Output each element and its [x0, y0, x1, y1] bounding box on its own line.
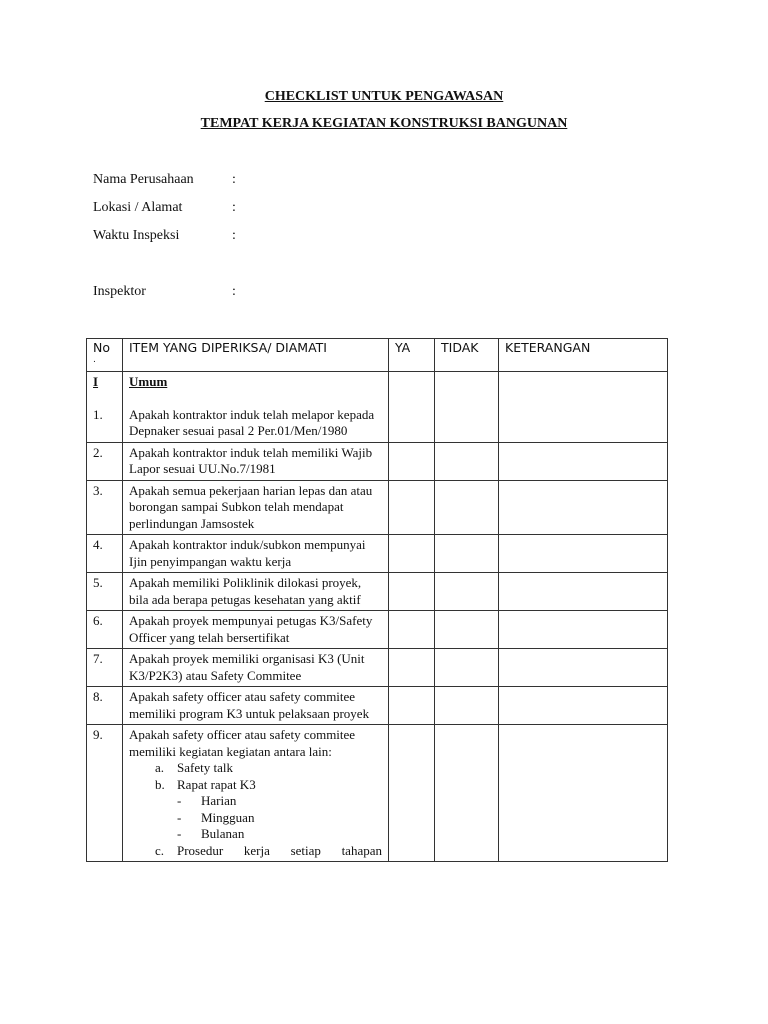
list-item: - Harian: [177, 793, 237, 808]
row-number: 8.: [87, 687, 123, 725]
cell-tidak[interactable]: [435, 535, 499, 573]
field-lokasi-alamat: [93, 200, 236, 216]
row-item: Apakah semua pekerjaan harian lepas dan atau borongan sampai Subkon telah mendapat perlindungan Jamsostek: [123, 480, 389, 535]
row-item: Apakah proyek memiliki organisasi K3 (Unit K3/P2K3) atau Safety Commitee: [123, 649, 389, 687]
section-title: Umum: [129, 374, 168, 389]
list-item: c. Prosedur kerja setiap tahapan: [155, 842, 382, 858]
header-no: No .: [87, 339, 123, 372]
field-separator: :: [232, 200, 236, 215]
cell-tidak[interactable]: [435, 611, 499, 649]
cell-keterangan[interactable]: [499, 372, 668, 443]
row-item: Apakah safety officer atau safety commitee memiliki kegiatan kegiatan antara lain: a. Safety talk b. Rapat rapat K3 - Harian - Mingguan - Bulanan c. Prosedur kerja setiap tahapan: [123, 725, 389, 862]
field-waktu-inspeksi: [93, 228, 236, 244]
cell-ya[interactable]: [389, 535, 435, 573]
cell-keterangan[interactable]: [499, 649, 668, 687]
cell-keterangan[interactable]: [499, 687, 668, 725]
list-item: a. Safety talk: [155, 760, 233, 775]
cell-keterangan[interactable]: [499, 535, 668, 573]
field-separator: :: [232, 284, 236, 299]
field-label: Waktu Inspeksi: [93, 228, 180, 243]
table-row: [87, 535, 668, 573]
field-nama-perusahaan: [93, 172, 236, 188]
cell-keterangan[interactable]: [499, 573, 668, 611]
row-number: 6.: [87, 611, 123, 649]
cell-ya[interactable]: [389, 611, 435, 649]
cell-ya[interactable]: [389, 573, 435, 611]
row-item: Apakah proyek mempunyai petugas K3/Safety Officer yang telah bersertifikat: [123, 611, 389, 649]
cell-tidak[interactable]: [435, 480, 499, 535]
table-row: [87, 372, 668, 443]
list-item: - Mingguan: [177, 809, 255, 825]
cell-ya[interactable]: [389, 372, 435, 443]
cell-ya[interactable]: [389, 480, 435, 535]
header-ya: YA: [389, 339, 435, 372]
row-number: 4.: [87, 535, 123, 573]
cell-ya[interactable]: [389, 725, 435, 862]
cell-tidak[interactable]: [435, 573, 499, 611]
table-row: [87, 480, 668, 535]
header-tidak: TIDAK: [435, 339, 499, 372]
field-label: Lokasi / Alamat: [93, 200, 183, 215]
field-separator: :: [232, 172, 236, 187]
table-row: [87, 573, 668, 611]
cell-ya[interactable]: [389, 442, 435, 480]
cell-tidak[interactable]: [435, 725, 499, 862]
row-item: Apakah kontraktor induk/subkon mempunyai Ijin penyimpangan waktu kerja: [123, 535, 389, 573]
header-keterangan: KETERANGAN: [499, 339, 668, 372]
list-item: - Bulanan: [177, 826, 245, 841]
cell-keterangan[interactable]: [499, 725, 668, 862]
document-title-line1: CHECKLIST UNTUK PENGAWASAN: [264, 89, 504, 104]
cell-ya[interactable]: [389, 687, 435, 725]
cell-tidak[interactable]: [435, 442, 499, 480]
row-number: 3.: [87, 480, 123, 535]
document-title-line2: TEMPAT KERJA KEGIATAN KONSTRUKSI BANGUNAN: [200, 116, 568, 131]
row-number: I 1.: [87, 372, 123, 443]
table-row: [87, 725, 668, 862]
checklist-table: [86, 338, 668, 862]
row-number: 2.: [87, 442, 123, 480]
table-row: [87, 442, 668, 480]
cell-keterangan[interactable]: [499, 480, 668, 535]
row-item: Apakah memiliki Poliklinik dilokasi proyek, bila ada berapa petugas kesehatan yang aktif: [123, 573, 389, 611]
field-inspektor: [93, 284, 236, 300]
cell-ya[interactable]: [389, 649, 435, 687]
cell-tidak[interactable]: [435, 649, 499, 687]
field-label: Inspektor: [93, 284, 146, 299]
cell-keterangan[interactable]: [499, 611, 668, 649]
field-separator: :: [232, 228, 236, 243]
row-item: Umum Apakah kontraktor induk telah melapor kepada Depnaker sesuai pasal 2 Per.01/Men/1980: [123, 372, 389, 443]
cell-keterangan[interactable]: [499, 442, 668, 480]
section-number: I: [93, 374, 99, 389]
row-number: 7.: [87, 649, 123, 687]
list-item: b. Rapat rapat K3: [155, 776, 256, 792]
cell-tidak[interactable]: [435, 687, 499, 725]
row-item: Apakah safety officer atau safety commitee memiliki program K3 untuk pelaksaan proyek: [123, 687, 389, 725]
header-item: ITEM YANG DIPERIKSA/ DIAMATI: [123, 339, 389, 372]
row-number: 5.: [87, 573, 123, 611]
table-row: [87, 611, 668, 649]
table-row: [87, 687, 668, 725]
row-number: 9.: [87, 725, 123, 862]
table-row: [87, 649, 668, 687]
row-item: Apakah kontraktor induk telah memiliki Wajib Lapor sesuai UU.No.7/1981: [123, 442, 389, 480]
table-header-row: [87, 339, 668, 372]
cell-tidak[interactable]: [435, 372, 499, 443]
field-label: Nama Perusahaan: [93, 172, 194, 187]
